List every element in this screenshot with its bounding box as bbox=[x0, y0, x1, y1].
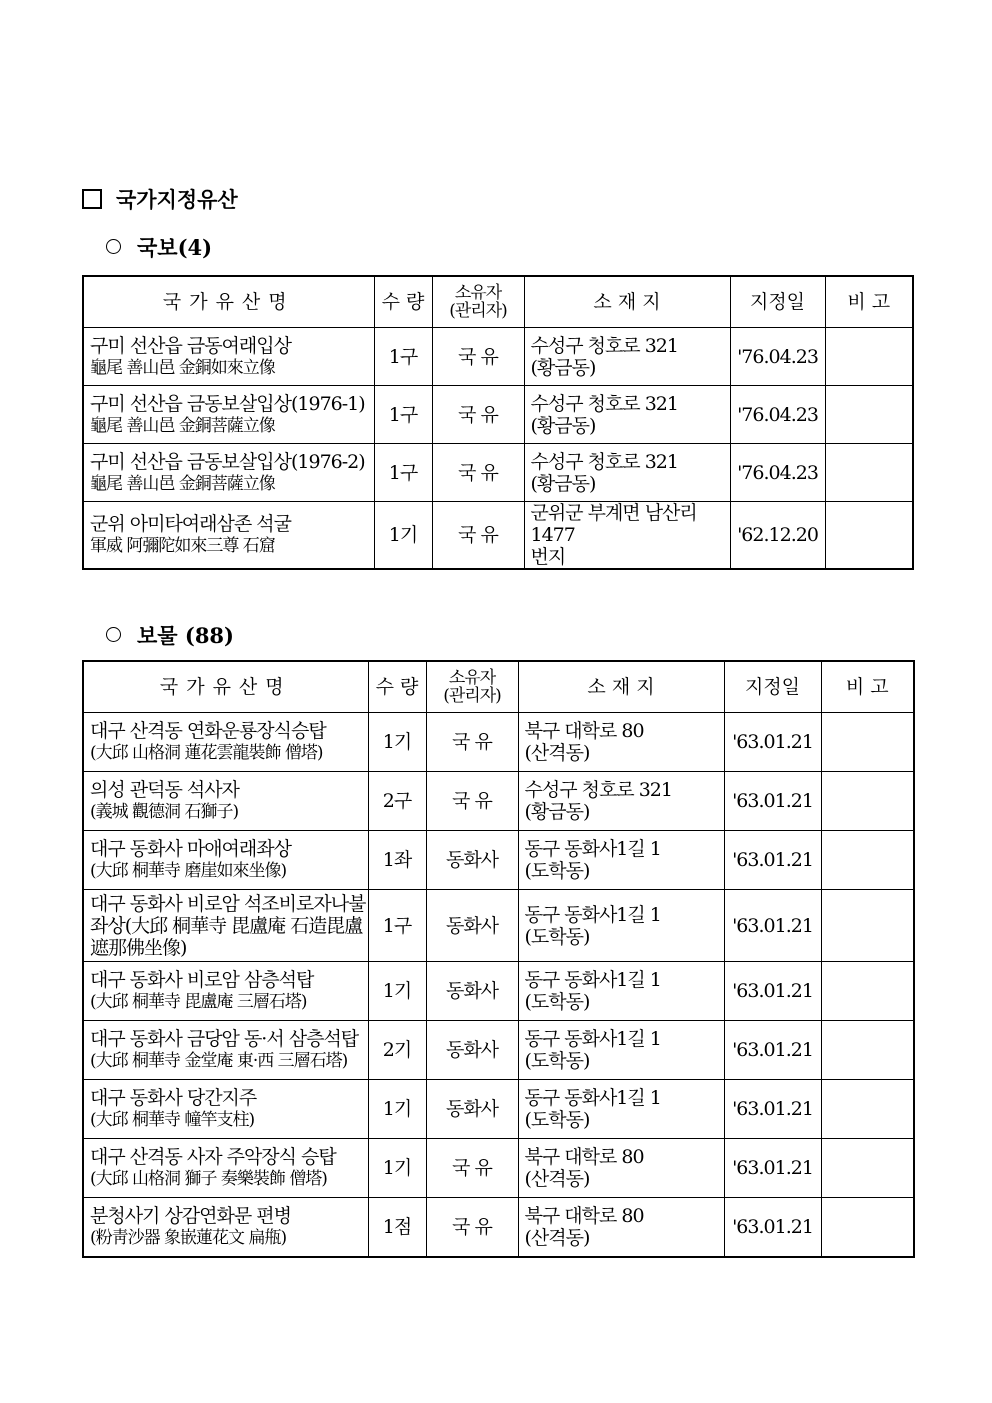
header-note: 비 고 bbox=[821, 661, 914, 713]
table-row bbox=[83, 1021, 914, 1080]
heritage-name-cell bbox=[83, 444, 374, 502]
designation-date-cell: '63.01.21 bbox=[724, 1139, 821, 1198]
heritage-name-cell bbox=[83, 831, 368, 890]
note-cell bbox=[821, 713, 914, 772]
quantity-cell: 1구 bbox=[374, 328, 432, 386]
location-address: 동구 동화사1길 1 bbox=[524, 969, 661, 991]
heritage-name-hanja: 龜尾 善山邑 金銅菩薩立像 bbox=[90, 415, 275, 436]
location-address: 수성구 청호로 321 bbox=[524, 779, 672, 801]
heritage-name-hanja: (大邱 桐華寺 毘盧庵 三層石塔) bbox=[90, 992, 307, 1012]
heritage-name-hanja: 龜尾 善山邑 金銅如來立像 bbox=[90, 357, 275, 378]
heritage-name-korean: 대구 산격동 연화운룡장식승탑 bbox=[90, 720, 326, 742]
table-row bbox=[83, 831, 914, 890]
owner-cell: 국 유 bbox=[426, 772, 518, 831]
table-row bbox=[83, 502, 913, 570]
heritage-name-korean: 구미 선산읍 금동여래입상 bbox=[90, 334, 291, 357]
location-cell bbox=[518, 890, 724, 962]
owner-cell: 동화사 bbox=[426, 1021, 518, 1080]
table-row bbox=[83, 1080, 914, 1139]
location-district: (산격동) bbox=[524, 742, 590, 764]
owner-cell: 동화사 bbox=[426, 962, 518, 1021]
location-cell bbox=[518, 1080, 724, 1139]
heritage-name-hanja: (大邱 桐華寺 磨崖如來坐像) bbox=[90, 861, 287, 881]
quantity-cell: 1기 bbox=[368, 713, 426, 772]
heritage-name-korean: 대구 동화사 비로암 석조비로자나불좌상(大邱 桐華寺 毘盧庵 石造毘盧遮那佛坐像) bbox=[90, 892, 366, 959]
location-district: (도학동) bbox=[524, 860, 590, 882]
header-date: 지정일 bbox=[724, 661, 821, 713]
location-cell bbox=[518, 713, 724, 772]
heritage-name-hanja: (大邱 桐華寺 幢竿支柱) bbox=[90, 1110, 255, 1130]
quantity-cell: 1구 bbox=[374, 386, 432, 444]
header-location: 소 재 지 bbox=[518, 661, 724, 713]
location-address: 수성구 청호로 321 bbox=[530, 392, 678, 415]
header-owner: 소유자 (관리자) bbox=[432, 276, 524, 328]
heritage-name-korean: 의성 관덕동 석사자 bbox=[90, 779, 239, 801]
owner-cell: 국 유 bbox=[432, 386, 524, 444]
header-qty: 수 량 bbox=[374, 276, 432, 328]
note-cell bbox=[821, 1139, 914, 1198]
heritage-name-hanja: (義城 觀德洞 石獅子) bbox=[90, 802, 239, 822]
header-name: 국가유산명 bbox=[83, 661, 368, 713]
quantity-cell: 2구 bbox=[368, 772, 426, 831]
heritage-name-cell bbox=[83, 962, 368, 1021]
designation-date-cell: '63.01.21 bbox=[724, 1080, 821, 1139]
location-district: (황금동) bbox=[530, 472, 596, 495]
heritage-name-cell bbox=[83, 386, 374, 444]
designation-date-cell: '63.01.21 bbox=[724, 1198, 821, 1258]
heritage-name-cell bbox=[83, 502, 374, 570]
table-row bbox=[83, 328, 913, 386]
location-cell bbox=[524, 328, 730, 386]
heritage-name-korean: 대구 동화사 비로암 삼층석탑 bbox=[90, 969, 314, 991]
location-address: 동구 동화사1길 1 bbox=[524, 1087, 661, 1109]
location-address: 수성구 청호로 321 bbox=[530, 450, 678, 473]
heritage-name-korean: 구미 선산읍 금동보살입상(1976-1) bbox=[90, 392, 365, 415]
heritage-name-cell bbox=[83, 1139, 368, 1198]
note-cell bbox=[821, 831, 914, 890]
heritage-name-hanja: (大邱 桐華寺 金堂庵 東·西 三層石塔) bbox=[90, 1051, 348, 1071]
designation-date-cell: '63.01.21 bbox=[724, 713, 821, 772]
heritage-name-korean: 대구 동화사 금당암 동·서 삼층석탑 bbox=[90, 1028, 359, 1050]
heritage-name-hanja: 龜尾 善山邑 金銅菩薩立像 bbox=[90, 473, 275, 494]
location-district: (도학동) bbox=[524, 991, 590, 1013]
note-cell bbox=[821, 1021, 914, 1080]
owner-cell: 동화사 bbox=[426, 890, 518, 962]
owner-cell: 동화사 bbox=[426, 831, 518, 890]
heritage-name-hanja: 軍威 阿彌陀如來三尊 石窟 bbox=[90, 536, 275, 556]
treasure-table bbox=[82, 660, 915, 1258]
header-qty: 수 량 bbox=[368, 661, 426, 713]
table-row bbox=[83, 1198, 914, 1258]
table-row bbox=[83, 962, 914, 1021]
table-row bbox=[83, 713, 914, 772]
note-cell bbox=[821, 890, 914, 962]
location-address: 수성구 청호로 321 bbox=[530, 334, 678, 357]
treasure-title: 보물 (88) bbox=[106, 620, 234, 650]
location-address: 북구 대학로 80 bbox=[524, 720, 644, 742]
note-cell bbox=[825, 502, 913, 570]
heritage-name-korean: 대구 동화사 당간지주 bbox=[90, 1087, 257, 1109]
table-header-row bbox=[83, 661, 914, 713]
table-row bbox=[83, 1139, 914, 1198]
location-cell bbox=[518, 1021, 724, 1080]
header-location: 소 재 지 bbox=[524, 276, 730, 328]
note-cell bbox=[825, 386, 913, 444]
owner-cell: 국 유 bbox=[432, 328, 524, 386]
owner-cell: 국 유 bbox=[426, 1139, 518, 1198]
location-district: (황금동) bbox=[530, 356, 596, 379]
header-date: 지정일 bbox=[730, 276, 825, 328]
location-address: 군위군 부계면 남산리 1477 bbox=[530, 502, 697, 546]
square-bullet-icon bbox=[82, 189, 102, 209]
location-district: (산격동) bbox=[524, 1168, 590, 1190]
location-address: 동구 동화사1길 1 bbox=[524, 838, 661, 860]
owner-cell: 국 유 bbox=[426, 1198, 518, 1258]
heritage-name-korean: 구미 선산읍 금동보살입상(1976-2) bbox=[90, 450, 365, 473]
note-cell bbox=[821, 1198, 914, 1258]
owner-cell: 동화사 bbox=[426, 1080, 518, 1139]
note-cell bbox=[821, 772, 914, 831]
location-address: 북구 대학로 80 bbox=[524, 1205, 644, 1227]
location-cell bbox=[518, 831, 724, 890]
heritage-name-korean: 분청사기 상감연화문 편병 bbox=[90, 1205, 291, 1227]
location-district: (황금동) bbox=[530, 414, 596, 437]
quantity-cell: 1구 bbox=[374, 444, 432, 502]
header-name: 국가유산명 bbox=[83, 276, 374, 328]
table-row bbox=[83, 444, 913, 502]
location-district: (도학동) bbox=[524, 1109, 590, 1131]
location-district: 번지 bbox=[530, 546, 566, 568]
designation-date-cell: '62.12.20 bbox=[730, 502, 825, 570]
national-treasure-title: 국보(4) bbox=[106, 232, 212, 262]
national-treasure-table bbox=[82, 275, 914, 570]
quantity-cell: 1좌 bbox=[368, 831, 426, 890]
designation-date-cell: '76.04.23 bbox=[730, 386, 825, 444]
table-header-row bbox=[83, 276, 913, 328]
heritage-name-cell bbox=[83, 1198, 368, 1258]
heritage-name-hanja: (大邱 山格洞 獅子 奏樂裝飾 僧塔) bbox=[90, 1169, 327, 1189]
owner-cell: 국 유 bbox=[432, 502, 524, 570]
location-cell bbox=[524, 386, 730, 444]
table-row bbox=[83, 386, 913, 444]
heritage-name-cell bbox=[83, 328, 374, 386]
designation-date-cell: '76.04.23 bbox=[730, 328, 825, 386]
heritage-name-korean: 군위 아미타여래삼존 석굴 bbox=[90, 513, 291, 535]
heritage-name-cell bbox=[83, 1021, 368, 1080]
designation-date-cell: '63.01.21 bbox=[724, 890, 821, 962]
quantity-cell: 1구 bbox=[368, 890, 426, 962]
circle-bullet-icon bbox=[106, 239, 121, 254]
note-cell bbox=[825, 328, 913, 386]
location-district: (도학동) bbox=[524, 1050, 590, 1072]
quantity-cell: 1기 bbox=[368, 1080, 426, 1139]
location-cell bbox=[518, 772, 724, 831]
location-address: 북구 대학로 80 bbox=[524, 1146, 644, 1168]
section-title: 국가지정유산 bbox=[82, 184, 238, 214]
location-cell bbox=[524, 502, 730, 570]
owner-cell: 국 유 bbox=[426, 713, 518, 772]
note-cell bbox=[821, 1080, 914, 1139]
note-cell bbox=[825, 444, 913, 502]
quantity-cell: 1기 bbox=[368, 1139, 426, 1198]
quantity-cell: 1기 bbox=[368, 962, 426, 1021]
location-cell bbox=[518, 962, 724, 1021]
location-cell bbox=[524, 444, 730, 502]
header-owner: 소유자 (관리자) bbox=[426, 661, 518, 713]
location-district: (산격동) bbox=[524, 1227, 590, 1249]
designation-date-cell: '63.01.21 bbox=[724, 772, 821, 831]
heritage-name-korean: 대구 산격동 사자 주악장식 승탑 bbox=[90, 1146, 336, 1168]
location-district: (도학동) bbox=[524, 925, 590, 948]
table-row bbox=[83, 772, 914, 831]
designation-date-cell: '76.04.23 bbox=[730, 444, 825, 502]
quantity-cell: 2기 bbox=[368, 1021, 426, 1080]
location-address: 동구 동화사1길 1 bbox=[524, 1028, 661, 1050]
header-note: 비 고 bbox=[825, 276, 913, 328]
location-cell bbox=[518, 1198, 724, 1258]
heritage-name-hanja: (粉靑沙器 象嵌蓮花文 扁甁) bbox=[90, 1228, 287, 1248]
note-cell bbox=[821, 962, 914, 1021]
heritage-name-cell bbox=[83, 772, 368, 831]
heritage-name-cell bbox=[83, 890, 368, 962]
table-row bbox=[83, 890, 914, 962]
quantity-cell: 1점 bbox=[368, 1198, 426, 1258]
location-district: (황금동) bbox=[524, 801, 590, 823]
circle-bullet-icon bbox=[106, 627, 121, 642]
heritage-name-hanja: (大邱 山格洞 蓮花雲龍裝飾 僧塔) bbox=[90, 743, 323, 763]
designation-date-cell: '63.01.21 bbox=[724, 1021, 821, 1080]
heritage-name-cell bbox=[83, 1080, 368, 1139]
quantity-cell: 1기 bbox=[374, 502, 432, 570]
designation-date-cell: '63.01.21 bbox=[724, 831, 821, 890]
location-cell bbox=[518, 1139, 724, 1198]
owner-cell: 국 유 bbox=[432, 444, 524, 502]
designation-date-cell: '63.01.21 bbox=[724, 962, 821, 1021]
heritage-name-korean: 대구 동화사 마애여래좌상 bbox=[90, 838, 291, 860]
heritage-name-cell bbox=[83, 713, 368, 772]
location-address: 동구 동화사1길 1 bbox=[524, 903, 661, 926]
